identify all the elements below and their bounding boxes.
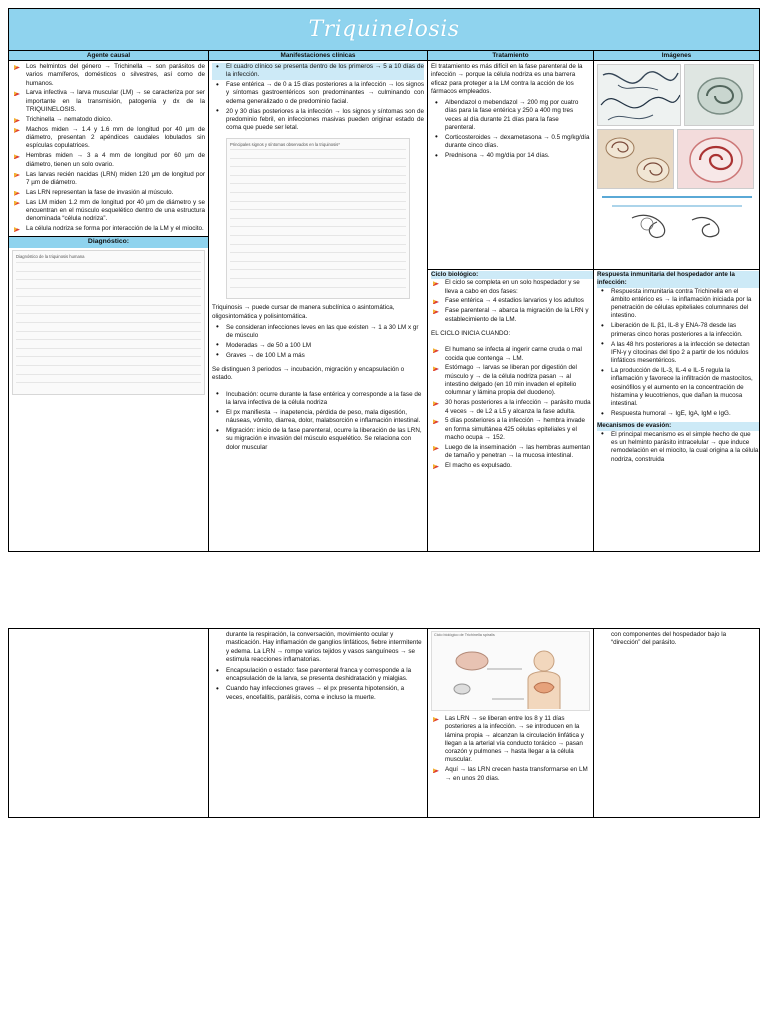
agente-item: Larva infectiva → larva muscular (LM) → se caracteriza por ser importante en la transmisión, patogenia y dx de la TRIQUINELOSIS. — [12, 89, 205, 114]
imagenes-column — [594, 61, 759, 551]
respuesta-item: • A las 48 hrs posteriores a la infección se detectan IFN-γ y citocinas del tipo 2 a partir de los nódulos linfáticos mesentéricos. — [597, 341, 759, 366]
agente-item: Machos miden → 1.4 y 1.6 mm de longitud por 40 µm de diámetro, presentan 2 apéndices caudales lobulados sin espículas copulatrices. — [12, 126, 205, 151]
level-item: • Graves → de 100 LM a más — [212, 352, 424, 360]
worms-drawing — [598, 65, 681, 126]
periodo-item: • Cuando hay infecciones graves → el px presenta hipotensión, a veces, encefalitis, parálisis, coma e incluso la muerte. — [212, 685, 424, 702]
respuesta-section — [594, 269, 759, 467]
life-cycle-caption: Ciclo biológico de Trichinella spiralis — [434, 633, 495, 637]
ciclo-step: 30 horas posteriores a la infección → parásito muda 4 veces → de L2 a L5 y alcanza la fase adulta. — [431, 399, 593, 416]
worms-micrograph — [597, 64, 681, 126]
title-banner — [9, 9, 759, 51]
ciclo-section — [428, 269, 594, 473]
ciclo-item: El ciclo se completa en un solo hospedador y se lleva a cabo en dos fases: — [431, 279, 593, 296]
respuesta-item: • Respuesta inmunitaria contra Trichinella en el ámbito entérico es → la inflamación iniciada por la penetración de células epiteliales columnares del intestino. — [597, 288, 759, 321]
tratamiento-column-cont — [428, 629, 594, 817]
page-two — [8, 628, 760, 818]
migracion-continuation: durante la respiración, la conversación, movimiento ocular y masticación. Hay inflamación de ganglios linfáticos, fiebre intermitente y edema. La LRN → rompe varios tejidos y vasos sanguíneos → se estimula reacciones inflamatorias. — [226, 631, 422, 663]
manifestaciones-column-cont — [209, 629, 428, 817]
signos-caption: Principales signos y síntomas observados en la triquinosis* — [230, 141, 340, 147]
evasion-title: Mecanismos de evasión: — [597, 422, 759, 430]
parasite-images — [597, 63, 756, 247]
larva-diagram — [602, 196, 752, 244]
diagnostico-header: Diagnóstico: — [9, 236, 208, 248]
page-title: Triquinelosis — [308, 16, 460, 42]
evasion-item: • El principal mecanismo es el simple hecho de que es un helminto parásito intracelular → que induce remodelación en el miocito, la cual origina a la célula nodriza, construida — [597, 431, 759, 464]
agente-column-cont — [9, 629, 209, 817]
ciclo-step: El macho es expulsado. — [431, 462, 593, 470]
manifestaciones-column — [209, 61, 428, 551]
diagnostico-table-image — [12, 250, 205, 394]
periodo-item: • Migración: inicio de la fase parenteral, ocurre la liberación de las LRN, su migración e invasión del músculo esquelético. Se relaciona con dolor muscular — [212, 427, 424, 452]
nurse-cells-image — [597, 129, 674, 189]
signos-table-image — [226, 138, 410, 300]
ciclo-step: 5 días posteriores a la infección → hembra invade en forma simultánea 425 células epiteliales y el macho ocupa → 152. — [431, 417, 593, 442]
column-headers — [9, 51, 759, 61]
ciclo-inicia: EL CICLO INICIA CUANDO: — [431, 329, 511, 337]
agente-item: Hembras miden → 3 a 4 mm de longitud por 60 µm de diámetro, tienen un solo ovario. — [12, 152, 205, 169]
imagenes-column-cont — [594, 629, 759, 817]
ciclo-step: El humano se infecta al ingerir carne cruda o mal cocida que contenga → LM. — [431, 346, 593, 363]
larva-coil-image — [684, 64, 754, 126]
ciclo-step: Estómago → larvas se liberan por digestión del músculo y → de la célula nodriza pasan → al intestino delgado (en 10 min invaden el epitelio columnar y lámina propia del duodeno). — [431, 364, 593, 397]
periodo-item: • Encapsulación o estado: fase parenteral franca y corresponde a la encapsulación de la larva, se presenta deshidratación y mialgias. — [212, 667, 424, 684]
ciclo-title: Ciclo biológico: — [431, 271, 593, 279]
agente-item: Trichinella → nematodo dioico. — [12, 116, 205, 124]
triquinosis-paragraph: Triquinosis → puede cursar de manera subclínica o asintomática, oligosintomática y polisintomática. — [212, 304, 395, 320]
respuesta-title: Respuesta inmunitaria del hospedador ante la infección: — [597, 271, 759, 288]
respuesta-item: • Respuesta humoral → IgE, IgA, IgM e IgG. — [597, 410, 759, 418]
header-tratamiento: Tratamiento — [428, 51, 594, 60]
periodo-item: • El px manifiesta → inapetencia, pérdida de peso, mala digestión, náuseas, vómito, diarrea, dolor, malabsorción e inflamación intestinal. — [212, 409, 424, 426]
manif-item: • Fase entérica → de 0 a 15 días posteriores a la infección → los signos y síntomas gastroentéricos son predominantes → culminando con edema generalizado o de predominio facial. — [212, 81, 424, 106]
life-cycle-image — [431, 631, 590, 711]
agente-item: Las LRN representan la fase de invasión al músculo. — [12, 189, 205, 197]
periodo-item: • Incubación: ocurre durante la fase entérica y corresponde a la fase de la larva infectiva de la célula nodriza — [212, 391, 424, 408]
respuesta-item: • Liberación de IL β1, IL-8 y ENA-78 desde las primeras cinco horas posteriores a la infección. — [597, 322, 759, 339]
periodos-paragraph: Se distinguen 3 periodos → incubación, migración y encapsulación o estado. — [212, 366, 405, 382]
agente-item: Las larvas recién nacidas (LRN) miden 120 µm de longitud por 7 µm de diámetro. — [12, 171, 205, 188]
tratamiento-item: • Corticosteroides → dexametasona → 0.5 mg/kg/día durante cinco días. — [431, 134, 590, 151]
level-item: • Se consideran infecciones leves en las que existen → 1 a 30 LM x gr de músculo — [212, 324, 424, 341]
level-item: • Moderadas → de 50 a 100 LM — [212, 342, 424, 350]
manif-item: • El cuadro clínico se presenta dentro de los primeros → 5 a 10 días de la infección. — [212, 63, 424, 80]
header-agente: Agente causal — [9, 51, 209, 60]
tratamiento-item: • Prednisona → 40 mg/día por 14 días. — [431, 152, 590, 160]
ciclo-step: Las LRN → se liberan entre los 8 y 11 días posteriores a la infección. → se introducen en la lámina propia → alcanzan la circulación linfática y llegan a la arterial vía conducto torácico → pasan corazón y pulmones → hasta llegar a la célula muscular. — [431, 715, 590, 765]
respuesta-item: • La producción de IL-3, IL-4 e IL-5 regula la inflamación y favorece la infiltración de mastocitos, eosinófilos y el aumento en la concentración de histamina y leucotrienos, que dañan la mucosa intestinal. — [597, 367, 759, 408]
ciclo-item: Fase parenteral → abarca la migración de la LRN y establecimiento de la LM. — [431, 307, 593, 324]
ciclo-step: Aquí → las LRN crecen hasta transformarse en LM → en unos 20 días. — [431, 766, 590, 783]
agente-item: La célula nodriza se forma por interacción de la LM y el miocito. — [12, 225, 205, 233]
tratamiento-item: • Albendazol o mebendazol → 200 mg por cuatro días para la fase entérica y 250 a 400 mg tres veces al día durante 21 días para la fase parenteral. — [431, 99, 590, 132]
header-imagenes: Imágenes — [661, 52, 692, 59]
ciclo-item: Fase entérica → 4 estadios larvarios y los adultos — [431, 297, 593, 305]
life-cycle-drawing — [432, 639, 592, 711]
header-manifestaciones: Manifestaciones clínicas — [209, 51, 428, 60]
page-one — [8, 8, 760, 552]
diagnostico-caption: Diagnóstico de la triquinosis humana — [16, 254, 85, 260]
ciclo-step: Luego de la inseminación → las hembras aumentan de tamaño y penetran → la mucosa intestinal. — [431, 444, 593, 461]
agente-item: Los helmintos del género → Trichinella → son parásitos de varios mamíferos, domésticos o silvestres, así como de humanos. — [12, 63, 205, 88]
agente-item: Las LM miden 1.2 mm de longitud por 40 µm de diámetro y se encuentran en el músculo esquelético dentro de una estructura denominada “célula nodriza”. — [12, 199, 205, 224]
evasion-continuation: con componentes del hospedador bajo la “dirección” del parásito. — [611, 631, 727, 647]
tratamiento-intro: El tratamiento es más difícil en la fase parenteral de la infección → porque la célula nodriza es una barrera eficaz para proteger a la LM contra la acción de los fármacos empleados. — [431, 63, 583, 95]
tratamiento-column — [428, 61, 594, 551]
manif-item: • 20 y 30 días posteriores a la infección → los signos y síntomas son de predominio febril, en infecciones masivas pueden originar estado de coma que puede ser letal. — [212, 108, 424, 133]
muscle-larva-image — [677, 129, 754, 189]
agente-column — [9, 61, 209, 551]
